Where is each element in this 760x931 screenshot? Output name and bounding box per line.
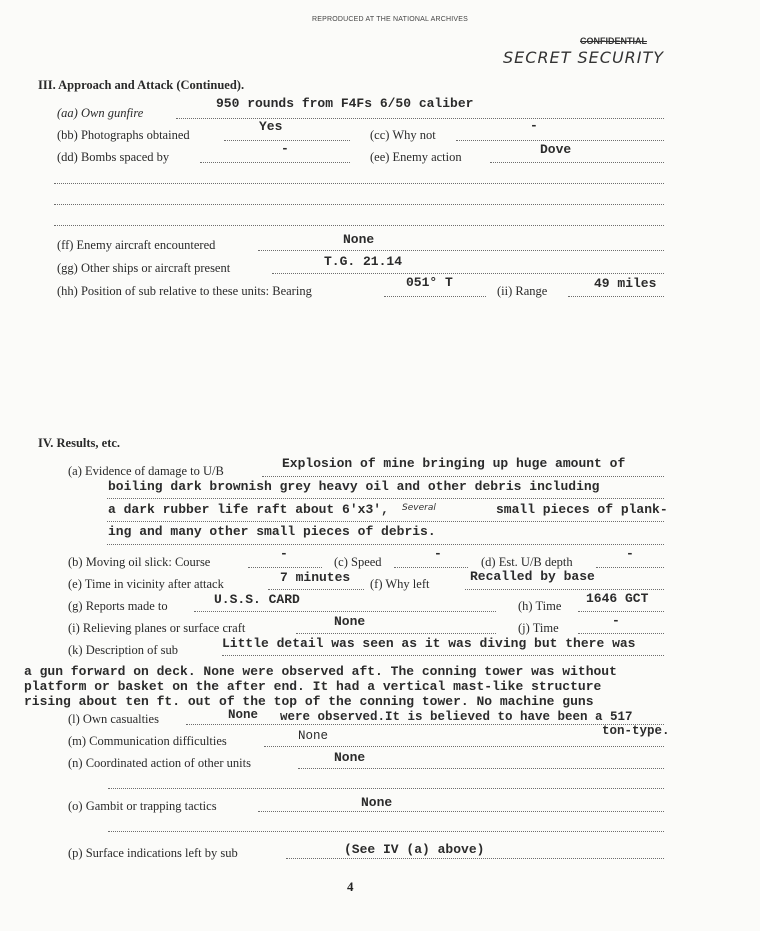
- blank-line: [54, 225, 664, 226]
- field-p-label: (p) Surface indications left by sub: [68, 846, 238, 860]
- field-ii-line: [568, 296, 664, 297]
- field-i-label: (i) Relieving planes or surface craft: [68, 621, 246, 635]
- handwritten-insert: Several: [402, 503, 436, 513]
- field-i-line: [296, 633, 496, 634]
- field-n-label: (n) Coordinated action of other units: [68, 756, 251, 770]
- field-c-line: [394, 567, 468, 568]
- field-b-line: [248, 567, 322, 568]
- field-l-line: [186, 724, 664, 725]
- field-p-line: [286, 858, 664, 859]
- field-gg-line: [272, 273, 664, 274]
- field-g-line: [194, 611, 496, 612]
- field-i-value: None: [334, 614, 366, 629]
- field-g-label: (g) Reports made to: [68, 599, 168, 613]
- field-cc-label: (cc) Why not: [370, 128, 436, 142]
- field-dd-value: -: [281, 141, 289, 156]
- field-a-line: [262, 476, 664, 477]
- field-j-label: (j) Time: [518, 621, 559, 635]
- handwritten-classification: SECRET SECURITY: [503, 48, 665, 67]
- field-a-line-3: a dark rubber life raft about 6'x3',: [108, 502, 389, 517]
- field-a-label: (a) Evidence of damage to U/B: [68, 464, 224, 478]
- field-aa-value: 950 rounds from F4Fs 6/50 caliber: [216, 96, 474, 111]
- field-ff-line: [258, 250, 664, 251]
- field-p-value: (See IV (a) above): [344, 842, 485, 857]
- field-a-line-1: Explosion of mine bringing up huge amount of: [282, 456, 626, 471]
- field-cc-value: -: [530, 118, 538, 133]
- field-m-line: [264, 746, 664, 747]
- field-d-line: [596, 567, 664, 568]
- field-hh-line: [384, 296, 486, 297]
- field-k-tail: ton-type.: [602, 724, 670, 738]
- field-ee-value: Dove: [540, 142, 572, 157]
- field-n-line: [298, 768, 664, 769]
- blank-line: [54, 183, 664, 184]
- field-gg-label: (gg) Other ships or aircraft present: [57, 261, 231, 275]
- section-4-title: IV. Results, etc.: [38, 436, 121, 450]
- archive-notice: REPRODUCED AT THE NATIONAL ARCHIVES: [312, 16, 468, 23]
- field-hh-value: 051° T: [406, 275, 453, 290]
- field-l-value: None: [228, 708, 259, 722]
- field-a-line: [107, 498, 664, 499]
- field-bb-label: (bb) Photographs obtained: [57, 128, 190, 142]
- field-hh-label: (hh) Position of sub relative to these units: Bearing: [57, 284, 312, 298]
- field-a-line-4: ing and many other small pieces of debris.: [108, 524, 436, 539]
- field-ee-label: (ee) Enemy action: [370, 150, 462, 164]
- field-bb-value: Yes: [259, 119, 283, 134]
- field-m-label: (m) Communication difficulties: [68, 734, 227, 748]
- field-dd-label: (dd) Bombs spaced by: [57, 150, 170, 164]
- field-c-value: -: [434, 546, 442, 561]
- field-l-label: (l) Own casualties: [68, 712, 159, 726]
- field-ii-value: 49 miles: [594, 276, 657, 291]
- field-f-label: (f) Why left: [370, 577, 430, 591]
- field-k-last-line: were observed.It is believed to have been a 517: [280, 710, 633, 724]
- field-c-label: (c) Speed: [334, 555, 382, 569]
- field-a-line-3b: small pieces of plank-: [496, 502, 668, 517]
- field-k-first-line: Little detail was seen as it was diving but there was: [222, 636, 636, 651]
- blank-line: [108, 831, 664, 832]
- field-o-label: (o) Gambit or trapping tactics: [68, 799, 217, 813]
- field-k-line-3: rising about ten ft. out of the top of the conning tower. No machine guns: [24, 694, 594, 709]
- field-e-label: (e) Time in vicinity after attack: [68, 577, 224, 591]
- field-k-line: [222, 655, 664, 656]
- field-f-line: [465, 589, 664, 590]
- field-h-line: [578, 611, 664, 612]
- field-j-line: [578, 633, 664, 634]
- field-g-value: U.S.S. CARD: [214, 592, 300, 607]
- field-j-value: -: [612, 613, 620, 628]
- blank-line: [54, 204, 664, 205]
- field-h-value: 1646 GCT: [586, 591, 649, 606]
- field-ii-label: (ii) Range: [497, 284, 548, 298]
- section-3-title: III. Approach and Attack (Continued).: [38, 78, 245, 92]
- field-d-value: -: [626, 546, 634, 561]
- blank-line: [108, 788, 664, 789]
- field-a-line: [107, 521, 664, 522]
- field-d-label: (d) Est. U/B depth: [481, 555, 573, 569]
- field-ff-value: None: [343, 232, 375, 247]
- field-a-line: [107, 544, 664, 545]
- field-m-value: None: [298, 729, 329, 743]
- field-k-line-1: a gun forward on deck. None were observed aft. The conning tower was without: [24, 664, 617, 679]
- field-o-line: [258, 811, 664, 812]
- struck-classification: CONFIDENTIAL: [580, 36, 647, 46]
- field-cc-line: [456, 140, 664, 141]
- field-gg-value: T.G. 21.14: [324, 254, 403, 269]
- field-o-value: None: [361, 795, 393, 810]
- field-a-line-2: boiling dark brownish grey heavy oil and other debris including: [108, 479, 600, 494]
- field-k-line-2: platform or basket on the after end. It had a vertical mast-like structure: [24, 679, 602, 694]
- field-f-value: Recalled by base: [470, 569, 595, 584]
- field-b-label: (b) Moving oil slick: Course: [68, 555, 211, 569]
- field-e-line: [268, 589, 364, 590]
- field-ff-label: (ff) Enemy aircraft encountered: [57, 238, 216, 252]
- field-b-value: -: [280, 546, 288, 561]
- field-aa-line: [176, 118, 664, 119]
- field-h-label: (h) Time: [518, 599, 562, 613]
- field-n-value: None: [334, 750, 366, 765]
- field-dd-line: [200, 162, 350, 163]
- page-number: 4: [347, 879, 354, 894]
- field-aa-label: (aa) Own gunfire: [57, 106, 144, 120]
- field-ee-line: [490, 162, 664, 163]
- field-k-label: (k) Description of sub: [68, 643, 179, 657]
- field-e-value: 7 minutes: [280, 570, 351, 585]
